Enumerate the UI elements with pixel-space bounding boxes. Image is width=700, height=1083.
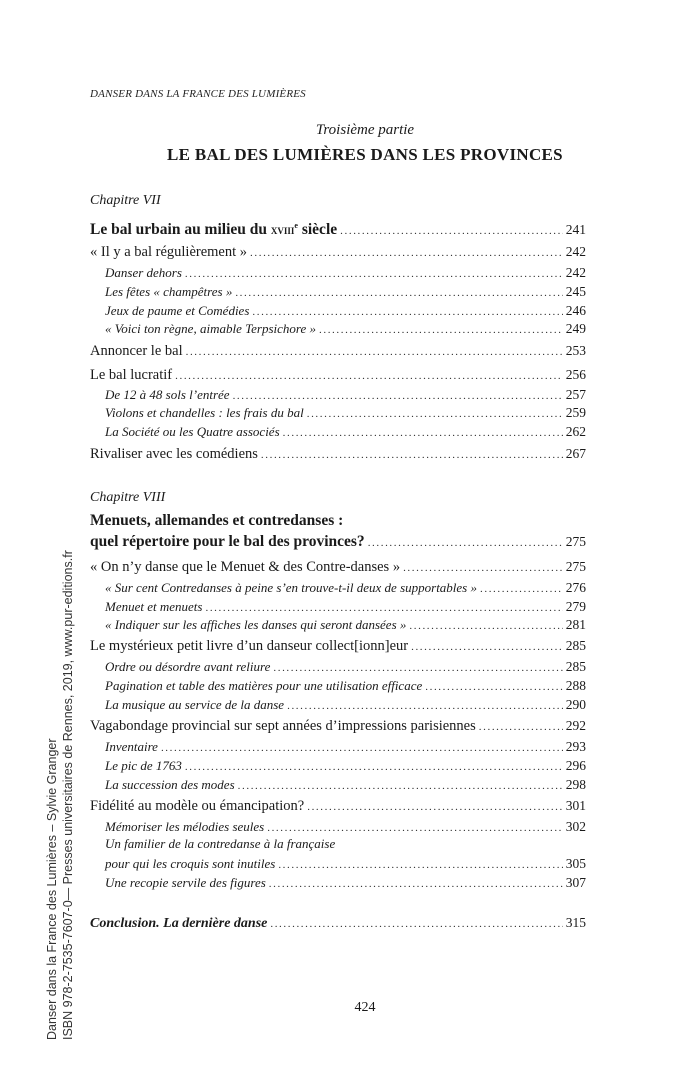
toc-entry-title: Le mystérieux petit livre d’un danseur collect[ionn]eur <box>90 638 409 654</box>
leader-dots <box>185 265 563 283</box>
toc-entry-title: Vagabondage provincial sur sept années d’impressions parisiennes <box>90 718 476 734</box>
leader-dots <box>425 678 563 696</box>
side-credit-line2: ISBN 978-2-7535-7607-0— Presses universitaires de Rennes, 2019, www.pur-editions.fr <box>61 550 75 1040</box>
toc-entry-title: Rivaliser avec les comédiens <box>90 446 258 462</box>
toc-entry-title: Inventaire <box>105 739 158 754</box>
toc-subentry-wrap[interactable]: Un familier de la contredanse à la française <box>105 836 336 851</box>
toc-entry-title: Une recopie servile des figures <box>105 875 266 890</box>
leader-dots <box>307 405 563 423</box>
toc-entry-title: Annoncer le bal <box>90 343 183 359</box>
toc-subentry[interactable] <box>105 579 586 598</box>
toc-entry-page: 249 <box>565 321 586 336</box>
toc-entry-page: 307 <box>565 875 586 890</box>
toc-entry[interactable] <box>90 445 586 464</box>
toc-entry-page: 256 <box>565 367 586 382</box>
leader-dots <box>186 343 563 361</box>
toc-entry-page: 281 <box>565 617 586 632</box>
leader-dots <box>409 617 562 635</box>
toc-subentry[interactable] <box>105 404 586 423</box>
running-head: DANSER DANS LA FRANCE DES LUMIÈRES <box>90 88 306 100</box>
leader-dots <box>283 424 563 442</box>
leader-dots <box>250 244 563 262</box>
chapter-7-title-text: Le bal urbain au milieu du xviii$^e$ siècle <box>90 221 338 239</box>
toc-entry-page: 302 <box>565 819 586 834</box>
leader-dots <box>411 638 563 656</box>
toc-entry-page: 242 <box>565 244 586 259</box>
toc-entry-title: Ordre ou désordre avant reliure <box>105 659 271 674</box>
toc-entry-title: « Sur cent Contredanses à peine s’en trouve-t-il deux de supportables » <box>105 580 477 595</box>
chapter-8-title-text: quel répertoire pour le bal des provinces? <box>90 533 365 550</box>
toc-subentry[interactable] <box>105 386 586 405</box>
chapter-7-title[interactable] <box>90 217 586 240</box>
toc-entry[interactable] <box>90 637 586 656</box>
side-credit-line1: Danser dans la France des Lumières – Sylvie Granger <box>45 738 59 1040</box>
toc-entry-page: 292 <box>565 718 586 733</box>
page-number: 424 <box>354 1000 376 1015</box>
toc-entry-title: pour qui les croquis sont inutiles <box>105 856 276 871</box>
toc-entry[interactable] <box>90 366 586 385</box>
leader-dots <box>368 534 563 552</box>
toc-entry-page: 296 <box>565 758 586 773</box>
toc-entry-page: 290 <box>565 697 586 712</box>
leader-dots <box>287 697 563 715</box>
toc-entry-title: De 12 à 48 sols l’entrée <box>105 387 230 402</box>
toc-subentry[interactable] <box>105 874 586 893</box>
toc-entry-title: « Voici ton règne, aimable Terpsichore » <box>105 321 316 336</box>
chapter-8-label: Chapitre VIII <box>90 490 166 505</box>
leader-dots <box>267 819 563 837</box>
leader-dots <box>235 284 562 302</box>
leader-dots <box>205 599 562 617</box>
conclusion-text: Conclusion. La dernière danse <box>90 916 268 931</box>
toc-entry-title: Pagination et table des matières pour une utilisation efficace <box>105 678 423 693</box>
toc-subentry[interactable] <box>105 776 586 795</box>
toc-entry-title: Les fêtes « champêtres » <box>105 284 233 299</box>
toc-subentry[interactable] <box>105 320 586 339</box>
toc-entry-page: 293 <box>565 739 586 754</box>
side-credit <box>44 550 76 1040</box>
toc-entry-page: 285 <box>565 638 586 653</box>
chapter-7-label: Chapitre VII <box>90 193 161 208</box>
leader-dots <box>161 739 563 757</box>
toc-entry-page: 259 <box>565 405 586 420</box>
toc-entry-title: La Société ou les Quatre associés <box>105 424 280 439</box>
toc-entry-page: 253 <box>565 343 586 358</box>
leader-dots <box>270 915 562 933</box>
toc-entry-page: 276 <box>565 580 586 595</box>
toc-entry[interactable] <box>90 243 586 262</box>
toc-entry-title: Jeux de paume et Comédies <box>105 303 250 318</box>
toc-entry[interactable] <box>90 342 586 361</box>
toc-entry-page: 298 <box>565 777 586 792</box>
toc-subentry[interactable] <box>105 283 586 302</box>
toc-subentry[interactable] <box>105 302 586 321</box>
toc-entry-title: « On n’y danse que le Menuet & des Contre-danses » <box>90 559 401 575</box>
toc-subentry[interactable] <box>105 855 586 874</box>
leader-dots <box>273 659 562 677</box>
toc-entry[interactable] <box>90 717 586 736</box>
toc-entry-page: 262 <box>565 424 586 439</box>
toc-entry-title: Mémoriser les mélodies seules <box>105 819 265 834</box>
leader-dots <box>238 777 563 795</box>
toc-entry-title: Violons et chandelles : les frais du bal <box>105 405 304 420</box>
leader-dots <box>185 758 563 776</box>
toc-entry-title: Menuet et menuets <box>105 599 203 614</box>
leader-dots <box>403 559 563 577</box>
toc-entry[interactable] <box>90 558 586 577</box>
toc-subentry[interactable] <box>105 738 586 757</box>
toc-entry-title: « Indiquer sur les affiches les danses qui seront dansées » <box>105 617 407 632</box>
toc-subentry[interactable] <box>105 677 586 696</box>
conclusion-entry[interactable] <box>90 914 586 933</box>
part-label: Troisième partie <box>315 122 415 138</box>
toc-entry-page: 246 <box>565 303 586 318</box>
toc-entry-title: Fidélité au modèle ou émancipation? <box>90 798 305 814</box>
chapter-8-title-line1[interactable]: Menuets, allemandes et contredanses : <box>90 512 344 529</box>
toc-subentry[interactable] <box>105 757 586 776</box>
chapter-7-title-page: 241 <box>565 222 586 238</box>
toc-entry-page: 301 <box>565 798 586 813</box>
toc-entry-title: « Il y a bal régulièrement » <box>90 244 248 260</box>
toc-entry-page: 242 <box>565 265 586 280</box>
leader-dots <box>319 321 563 339</box>
toc-subentry[interactable] <box>105 598 586 617</box>
toc-subentry[interactable] <box>105 818 586 837</box>
toc-entry[interactable] <box>90 797 586 816</box>
leader-dots <box>278 856 562 874</box>
toc-entry-page: 257 <box>565 387 586 402</box>
toc-entry-title: Le pic de 1763 <box>105 758 182 773</box>
leader-dots <box>269 875 563 893</box>
conclusion-page: 315 <box>565 915 586 930</box>
leader-dots <box>340 222 563 240</box>
toc-entry-page: 305 <box>565 856 586 871</box>
toc-entry-page: 267 <box>565 446 586 461</box>
toc-subentry[interactable] <box>105 658 586 677</box>
toc-entry-title: Danser dehors <box>105 265 182 280</box>
toc-entry-page: 285 <box>565 659 586 674</box>
leader-dots <box>175 367 563 385</box>
toc-subentry[interactable] <box>105 423 586 442</box>
leader-dots <box>479 718 563 736</box>
toc-subentry[interactable] <box>105 264 586 283</box>
toc-entry-page: 245 <box>565 284 586 299</box>
leader-dots <box>233 387 563 405</box>
chapter-8-title-page: 275 <box>565 534 586 549</box>
toc-entry-page: 275 <box>565 559 586 574</box>
toc-entry-page: 279 <box>565 599 586 614</box>
leader-dots <box>480 580 563 598</box>
leader-dots <box>252 303 562 321</box>
toc-entry-title: La succession des modes <box>105 777 235 792</box>
toc-entry-title: Le bal lucratif <box>90 367 173 383</box>
part-title: LE BAL DES LUMIÈRES DANS LES PROVINCES <box>167 145 563 164</box>
toc-entry-title: La musique au service de la danse <box>105 697 285 712</box>
leader-dots <box>307 798 563 816</box>
toc-entry-page: 288 <box>565 678 586 693</box>
chapter-8-title[interactable] <box>90 533 586 552</box>
toc-subentry[interactable] <box>105 696 586 715</box>
toc-subentry[interactable] <box>105 616 586 635</box>
leader-dots <box>261 446 563 464</box>
